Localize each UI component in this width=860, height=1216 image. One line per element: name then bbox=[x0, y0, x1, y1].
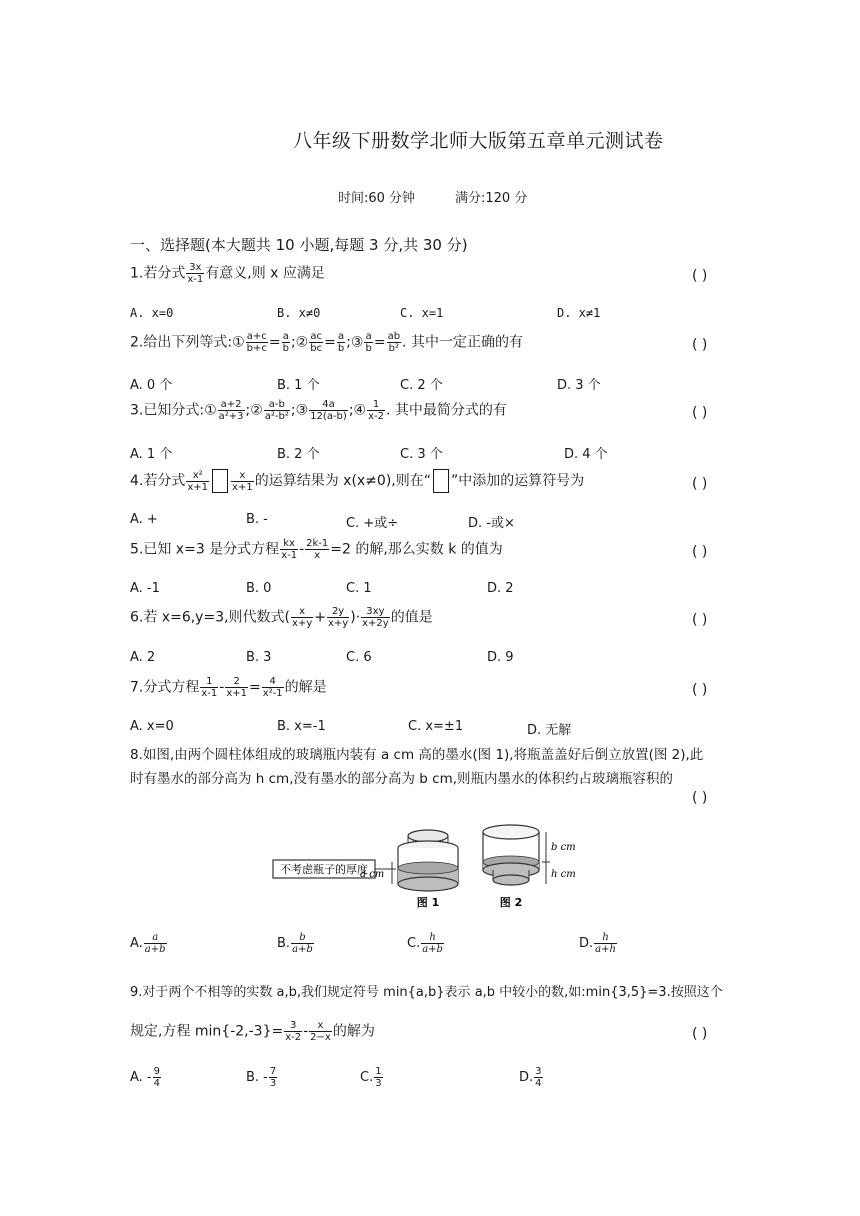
q2-eq-1: = bbox=[268, 334, 281, 351]
q4-text-mid: 的运算结果为 x(x≠0),则在“ bbox=[254, 473, 431, 489]
q1-fraction: $\frac{3x}{x-1}$ bbox=[187, 262, 204, 285]
q5-minus: - bbox=[299, 541, 305, 558]
fig2-caption: 图 2 bbox=[499, 896, 523, 909]
q9-option-b[interactable]: B. - $\frac{7}{3}$ bbox=[246, 1066, 277, 1089]
q2-sep-1: ;② bbox=[290, 334, 309, 351]
q7-fraction-2: $\frac{2}{x+1}$ bbox=[226, 676, 247, 699]
q4-fraction-1: $\frac{\text{x²}}{x+1}$ bbox=[187, 469, 209, 493]
q6-fraction-1: $\frac{x}{x+y}$ bbox=[292, 606, 313, 629]
q8-option-c[interactable]: C. $\frac{h}{a+b}$ bbox=[407, 932, 443, 955]
q9-fraction-1: $\frac{3}{x-2}$ bbox=[285, 1020, 302, 1043]
q6-option-a[interactable]: A. 2 bbox=[130, 650, 156, 665]
q3-text: 3.已知分式:① bbox=[130, 402, 217, 419]
q3-option-c[interactable]: C. 3 个 bbox=[400, 447, 443, 462]
section-heading: 一、选择题(本大题共 10 小题,每题 3 分,共 30 分) bbox=[130, 236, 468, 254]
operator-blank-box[interactable] bbox=[212, 469, 228, 493]
b-label: b cm bbox=[551, 842, 576, 853]
q3-fraction-3: $\frac{4a}{12(a-b)}$ bbox=[310, 399, 347, 422]
question-9-line-1: 9.对于两个不相等的实数 a,b,我们规定符号 min{a,b}表示 a,b 中较小的数,如:min{3,5}=3.按照这个 bbox=[130, 985, 723, 1000]
q3-option-d[interactable]: D. 4 个 bbox=[564, 447, 608, 462]
q3-sep-2: ;③ bbox=[290, 402, 309, 419]
q6-dot: )· bbox=[350, 609, 361, 626]
q2-option-d[interactable]: D. 3 个 bbox=[557, 378, 601, 393]
q2-fraction-2: $\frac{a}{b}$ bbox=[282, 331, 289, 354]
q6-fraction-3: $\frac{3xy}{x+2y}$ bbox=[362, 606, 389, 629]
q9-minus: - bbox=[303, 1023, 309, 1040]
question-1 bbox=[130, 262, 325, 285]
q6-option-c[interactable]: C. 6 bbox=[346, 650, 372, 665]
q9-option-c[interactable]: C. $\frac{1}{3}$ bbox=[360, 1066, 382, 1089]
question-6 bbox=[130, 606, 433, 629]
q5-fraction-1: $\frac{kx}{x-1}$ bbox=[281, 538, 298, 561]
q1-text: 1.若分式 bbox=[130, 265, 186, 282]
answer-paren-3[interactable]: ( ) bbox=[692, 405, 708, 421]
q4-option-a[interactable]: A. + bbox=[130, 512, 158, 527]
q2-fraction-3: $\frac{ac}{bc}$ bbox=[310, 331, 323, 354]
q2-fraction-5: $\frac{a}{b}$ bbox=[365, 331, 372, 354]
q7-fraction-3: $\frac{4}{\text{x²-1}}$ bbox=[262, 676, 283, 699]
q4-fraction-2: $\frac{x}{x+1}$ bbox=[232, 469, 253, 493]
question-2 bbox=[130, 331, 523, 354]
q3-text-end: . 其中最简分式的有 bbox=[385, 402, 507, 419]
q6-fraction-2: $\frac{2y}{x+y}$ bbox=[327, 606, 349, 629]
q7-minus: - bbox=[219, 679, 225, 696]
q5-option-d[interactable]: D. 2 bbox=[487, 581, 514, 596]
q2-option-a[interactable]: A. 0 个 bbox=[130, 378, 173, 393]
q9-fraction-2: $\frac{x}{2-x}$ bbox=[310, 1020, 331, 1043]
q1-option-a[interactable]: A. x=0 bbox=[130, 306, 174, 320]
q6-option-b[interactable]: B. 3 bbox=[246, 650, 272, 665]
q2-sep-2: ;③ bbox=[346, 334, 364, 351]
q9-text: 规定,方程 min{-2,-3}= bbox=[130, 1023, 284, 1040]
q5-option-a[interactable]: A. -1 bbox=[130, 581, 160, 596]
fig1-caption: 图 1 bbox=[416, 896, 440, 909]
answer-paren-6[interactable]: ( ) bbox=[692, 612, 708, 628]
q1-option-c[interactable]: C. x=1 bbox=[400, 306, 444, 320]
q9-option-a[interactable]: A. - $\frac{9}{4}$ bbox=[130, 1066, 160, 1089]
q4-option-c[interactable]: C. +或÷ bbox=[346, 516, 399, 531]
q6-text: 6.若 x=6,y=3,则代数式( bbox=[130, 609, 291, 626]
q3-fraction-2: $\frac{a-b}{\text{a²-b²}}$ bbox=[264, 399, 289, 422]
question-4 bbox=[130, 469, 584, 493]
q1-option-d[interactable]: D. x≠1 bbox=[557, 306, 601, 320]
answer-paren-1[interactable]: ( ) bbox=[692, 268, 708, 284]
q5-text: 5.已知 x=3 是分式方程 bbox=[130, 541, 280, 558]
q7-option-b[interactable]: B. x=-1 bbox=[277, 719, 326, 734]
q2-fraction-6: $\frac{ab}{\text{b²}}$ bbox=[387, 331, 401, 354]
q1-text-end: 有意义,则 x 应满足 bbox=[205, 265, 325, 282]
q2-option-c[interactable]: C. 2 个 bbox=[400, 378, 443, 393]
question-5 bbox=[130, 538, 503, 561]
q4-text-end: ”中添加的运算符号为 bbox=[451, 473, 585, 489]
q2-fraction-1: $\frac{a+c}{b+c}$ bbox=[246, 331, 267, 354]
q6-plus: + bbox=[314, 609, 326, 626]
q9-text-end: 的解为 bbox=[332, 1023, 375, 1040]
q2-option-b[interactable]: B. 1 个 bbox=[277, 378, 320, 393]
note-text: 不考虑瓶子的厚度 bbox=[280, 863, 368, 876]
q5-text-end: =2 的解,那么实数 k 的值为 bbox=[330, 541, 503, 558]
q1-option-b[interactable]: B. x≠0 bbox=[277, 306, 321, 320]
q7-option-a[interactable]: A. x=0 bbox=[130, 719, 174, 734]
answer-paren-9[interactable]: ( ) bbox=[692, 1026, 708, 1042]
answer-paren-8[interactable]: ( ) bbox=[692, 790, 708, 806]
q3-fraction-1: $\frac{a+2}{\text{a²+3}}$ bbox=[218, 399, 244, 422]
q2-fraction-4: $\frac{a}{b}$ bbox=[337, 331, 345, 354]
q2-text: 2.给出下列等式:① bbox=[130, 334, 245, 351]
q7-text-end: 的解是 bbox=[284, 679, 327, 696]
q3-sep-3: ;④ bbox=[348, 402, 367, 419]
q7-option-c[interactable]: C. x=±1 bbox=[408, 719, 464, 734]
q2-eq-2: = bbox=[324, 334, 336, 351]
q6-option-d[interactable]: D. 9 bbox=[487, 650, 514, 665]
q4-option-d[interactable]: D. -或× bbox=[468, 516, 515, 531]
q7-fraction-1: $\frac{1}{x-1}$ bbox=[201, 676, 218, 699]
q8-option-a[interactable]: A. $\frac{a}{a+b}$ bbox=[130, 932, 166, 955]
q2-eq-3: = bbox=[373, 334, 386, 351]
q5-option-b[interactable]: B. 0 bbox=[246, 581, 272, 596]
q7-equals: = bbox=[248, 679, 261, 696]
question-7 bbox=[130, 676, 327, 699]
q4-option-b[interactable]: B. - bbox=[246, 512, 268, 527]
fig2-top bbox=[483, 825, 539, 839]
q7-option-d[interactable]: D. 无解 bbox=[527, 723, 572, 738]
q9-option-d[interactable]: D. $\frac{3}{4}$ bbox=[519, 1066, 542, 1089]
exam-time: 时间:60 分钟 bbox=[338, 191, 416, 206]
answer-paren-7[interactable]: ( ) bbox=[692, 682, 708, 698]
a-label: a cm bbox=[360, 869, 385, 880]
page-title: 八年级下册数学北师大版第五章单元测试卷 bbox=[293, 130, 664, 152]
answer-paren-2[interactable]: ( ) bbox=[692, 337, 708, 353]
q8-option-d[interactable]: D. $\frac{h}{a+h}$ bbox=[579, 932, 616, 955]
question-8-line-2: 时有墨水的部分高为 h cm,没有墨水的部分高为 b cm,则瓶内墨水的体积约占玻璃瓶容积的 bbox=[130, 771, 674, 787]
q3-option-a[interactable]: A. 1 个 bbox=[130, 447, 173, 462]
question-9-line-2 bbox=[130, 1020, 375, 1043]
q3-fraction-4: $\frac{1}{x-2}$ bbox=[368, 399, 384, 422]
q5-option-c[interactable]: C. 1 bbox=[346, 581, 372, 596]
question-8-line-1: 8.如图,由两个圆柱体组成的玻璃瓶内装有 a cm 高的墨水(图 1),将瓶盖盖好后倒立放置(图 2),此 bbox=[130, 747, 704, 763]
q3-sep-1: ;② bbox=[245, 402, 263, 419]
answer-paren-5[interactable]: ( ) bbox=[692, 544, 708, 560]
q6-text-end: 的值是 bbox=[390, 609, 433, 626]
operator-blank-box-inline bbox=[433, 469, 449, 493]
bottle-figure bbox=[268, 822, 588, 912]
q5-fraction-2: $\frac{2k-1}{x}$ bbox=[306, 538, 329, 561]
exam-score: 满分:120 分 bbox=[455, 191, 528, 206]
q8-option-b[interactable]: B. $\frac{b}{a+b}$ bbox=[277, 932, 313, 955]
h-label: h cm bbox=[551, 869, 576, 880]
q7-text: 7.分式方程 bbox=[130, 679, 200, 696]
q4-text: 4.若分式 bbox=[130, 473, 186, 489]
answer-paren-4[interactable]: ( ) bbox=[692, 476, 708, 492]
question-3 bbox=[130, 399, 507, 422]
q2-text-end: . 其中一定正确的有 bbox=[402, 334, 523, 351]
fig1-cap-top bbox=[408, 830, 448, 842]
q3-option-b[interactable]: B. 2 个 bbox=[277, 447, 320, 462]
